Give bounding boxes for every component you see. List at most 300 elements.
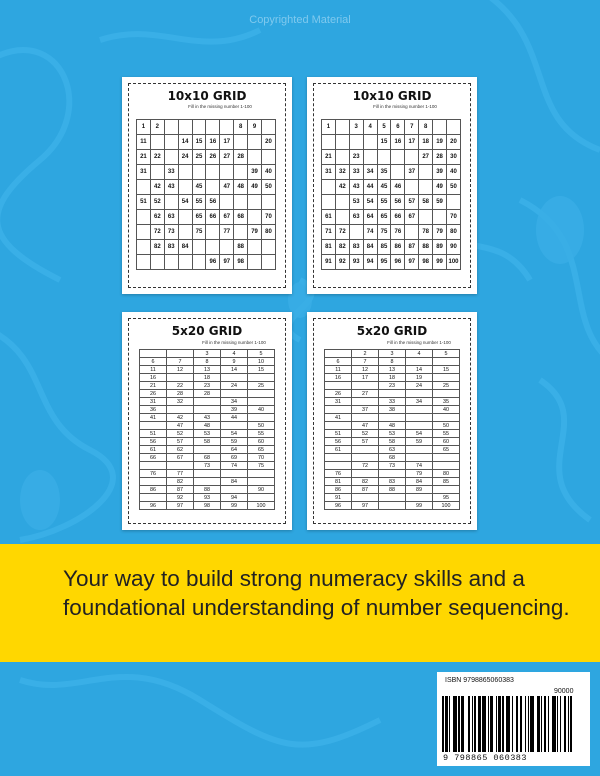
grid-cell: 65: [192, 210, 206, 225]
grid-row: [140, 494, 275, 502]
grid-cell: 31: [325, 398, 352, 406]
grid-cell: 76: [140, 470, 167, 478]
grid-cell: 62: [167, 446, 194, 454]
grid-row: [322, 240, 461, 255]
grid-cell: 75: [192, 225, 206, 240]
grid-cell: 79: [406, 470, 433, 478]
grid-cell: [178, 120, 192, 135]
grid-cell: [379, 470, 406, 478]
barcode-bar: [484, 696, 485, 752]
grid-cell: [352, 470, 379, 478]
grid-cell: [137, 180, 151, 195]
grid-cell: [192, 255, 206, 270]
grid-cell: [178, 225, 192, 240]
grid-cell: 81: [325, 478, 352, 486]
grid-cell: 50: [433, 422, 460, 430]
number-grid: [324, 349, 460, 510]
grid-row: [325, 350, 460, 358]
barcode-bar: [468, 696, 469, 752]
grid-row: [322, 150, 461, 165]
grid-cell: 99: [221, 502, 248, 510]
barcode-bar: [449, 696, 450, 752]
grid-cell: [262, 240, 276, 255]
card-title: 5x20 GRID: [356, 324, 428, 338]
grid-cell: 14: [221, 366, 248, 374]
grid-cell: 74: [221, 462, 248, 470]
grid-cell: [322, 180, 336, 195]
grid-cell: 99: [406, 502, 433, 510]
grid-cell: [433, 390, 460, 398]
grid-cell: [221, 422, 248, 430]
grid-cell: 2: [150, 120, 164, 135]
grid-cell: 52: [167, 430, 194, 438]
grid-cell: 27: [220, 150, 234, 165]
grid-cell: 65: [377, 210, 391, 225]
barcode-bar: [525, 696, 526, 752]
grid-cell: 56: [325, 438, 352, 446]
grid-cell: 79: [248, 225, 262, 240]
grid-cell: [406, 494, 433, 502]
grid-cell: 16: [140, 374, 167, 382]
grid-cell: 58: [419, 195, 433, 210]
grid-cell: [140, 478, 167, 486]
barcode-bar: [485, 696, 486, 752]
card-title: 10x10 GRID: [352, 89, 432, 103]
barcode-bar: [472, 696, 473, 752]
grid-cell: 55: [377, 195, 391, 210]
barcode-bar: [488, 696, 489, 752]
grid-row: [140, 350, 275, 358]
grid-cell: [248, 195, 262, 210]
grid-cell: [140, 350, 167, 358]
grid-cell: [406, 358, 433, 366]
grid-cell: 88: [379, 486, 406, 494]
grid-cell: [220, 120, 234, 135]
grid-cell: 17: [405, 135, 419, 150]
grid-cell: [221, 390, 248, 398]
grid-cell: 73: [164, 225, 178, 240]
grid-row: [322, 255, 461, 270]
grid-cell: 87: [352, 486, 379, 494]
grid-cell: 39: [433, 165, 447, 180]
grid-cell: [406, 454, 433, 462]
grid-cell: 63: [349, 210, 363, 225]
grid-cell: 70: [248, 454, 275, 462]
grid-card-5x20-right: [307, 312, 477, 530]
grid-cell: 20: [262, 135, 276, 150]
grid-cell: 55: [248, 430, 275, 438]
grid-cell: [220, 195, 234, 210]
grid-cell: [221, 486, 248, 494]
grid-row: [137, 210, 276, 225]
grid-cell: [178, 180, 192, 195]
grid-cell: 68: [379, 454, 406, 462]
grid-cell: [325, 350, 352, 358]
grid-cell: 54: [178, 195, 192, 210]
barcode-bar: [502, 696, 504, 752]
grid-row: [140, 486, 275, 494]
grid-cell: [335, 120, 349, 135]
grid-cell: 97: [220, 255, 234, 270]
grid-cell: 57: [405, 195, 419, 210]
grid-cell: 100: [248, 502, 275, 510]
grid-cell: 65: [433, 446, 460, 454]
grid-row: [140, 478, 275, 486]
grid-cell: 1: [137, 120, 151, 135]
grid-cell: 8: [234, 120, 248, 135]
grid-cell: 73: [194, 462, 221, 470]
grid-cell: 18: [419, 135, 433, 150]
grid-cell: [406, 390, 433, 398]
barcode-bar: [516, 696, 517, 752]
grid-row: [325, 494, 460, 502]
grid-cell: [379, 494, 406, 502]
grid-cell: [352, 398, 379, 406]
grid-cell: 40: [433, 406, 460, 414]
grid-cell: [335, 195, 349, 210]
grid-cell: 51: [325, 430, 352, 438]
grid-cell: 34: [221, 398, 248, 406]
barcode-bar: [560, 696, 561, 752]
grid-cell: [137, 210, 151, 225]
grid-cell: [406, 414, 433, 422]
barcode-bar: [496, 696, 497, 752]
grid-cell: [192, 165, 206, 180]
grid-cell: 40: [262, 165, 276, 180]
grid-cell: [405, 225, 419, 240]
grid-cell: [248, 470, 275, 478]
grid-cell: 4: [406, 350, 433, 358]
grid-cell: 96: [391, 255, 405, 270]
grid-cell: 40: [248, 406, 275, 414]
grid-cell: [206, 120, 220, 135]
grid-cell: [391, 165, 405, 180]
card-subtitle: Fill in the missing number 1-100: [202, 340, 266, 345]
grid-cell: [335, 150, 349, 165]
grid-cell: [206, 225, 220, 240]
grid-cell: [349, 135, 363, 150]
grid-cell: 44: [221, 414, 248, 422]
grid-cell: [194, 406, 221, 414]
grid-cell: [221, 470, 248, 478]
grid-cell: 31: [137, 165, 151, 180]
grid-cell: 19: [433, 135, 447, 150]
grid-cell: 44: [363, 180, 377, 195]
grid-cell: [352, 494, 379, 502]
grid-cell: 84: [221, 478, 248, 486]
grid-cell: [262, 120, 276, 135]
grid-cell: 23: [194, 382, 221, 390]
grid-cell: 9: [248, 120, 262, 135]
grid-row: [140, 366, 275, 374]
grid-cell: [192, 120, 206, 135]
grid-cell: 38: [379, 406, 406, 414]
grid-cell: 54: [406, 430, 433, 438]
grid-cell: 85: [377, 240, 391, 255]
grid-cell: [206, 240, 220, 255]
grid-cell: 28: [433, 150, 447, 165]
grid-cell: [433, 414, 460, 422]
grid-cell: 28: [167, 390, 194, 398]
grid-cell: 5: [248, 350, 275, 358]
grid-cell: 64: [221, 446, 248, 454]
grid-cell: 62: [150, 210, 164, 225]
grid-cell: 5: [377, 120, 391, 135]
grid-cell: 6: [391, 120, 405, 135]
grid-cell: [234, 195, 248, 210]
grid-cell: 52: [150, 195, 164, 210]
grid-cell: 99: [433, 255, 447, 270]
grid-cell: 67: [405, 210, 419, 225]
barcode-bar: [500, 696, 501, 752]
grid-cell: [248, 414, 275, 422]
grid-row: [140, 502, 275, 510]
grid-cell: [150, 165, 164, 180]
grid-row: [140, 462, 275, 470]
grid-cell: [220, 240, 234, 255]
grid-cell: [178, 255, 192, 270]
grid-cell: 96: [325, 502, 352, 510]
grid-cell: 14: [406, 366, 433, 374]
grid-cell: 8: [379, 358, 406, 366]
grid-cell: 94: [363, 255, 377, 270]
grid-row: [325, 446, 460, 454]
grid-cell: [248, 478, 275, 486]
grid-row: [325, 398, 460, 406]
grid-cell: 48: [234, 180, 248, 195]
grid-row: [137, 240, 276, 255]
grid-row: [140, 358, 275, 366]
grid-cell: 24: [406, 382, 433, 390]
grid-cell: 66: [391, 210, 405, 225]
grid-cell: [406, 406, 433, 414]
grid-cell: [194, 478, 221, 486]
grid-cell: [379, 390, 406, 398]
grid-cell: 98: [419, 255, 433, 270]
grid-cell: 43: [194, 414, 221, 422]
grid-cell: 47: [167, 422, 194, 430]
grid-cell: 98: [234, 255, 248, 270]
grid-cell: [325, 454, 352, 462]
grid-cell: 83: [164, 240, 178, 255]
barcode-bar: [545, 696, 546, 752]
grid-cell: 21: [137, 150, 151, 165]
grid-cell: 88: [234, 240, 248, 255]
barcode-bar: [548, 696, 549, 752]
grid-cell: 60: [433, 438, 460, 446]
grid-row: [325, 374, 460, 382]
grid-cell: [391, 150, 405, 165]
grid-cell: 26: [140, 390, 167, 398]
grid-row: [325, 502, 460, 510]
grid-cell: [379, 414, 406, 422]
barcode: [437, 672, 590, 766]
grid-cell: 41: [325, 414, 352, 422]
grid-cell: 70: [447, 210, 461, 225]
grid-cell: 33: [164, 165, 178, 180]
grid-cell: 25: [248, 382, 275, 390]
grid-cell: 33: [349, 165, 363, 180]
barcode-bar: [533, 696, 534, 752]
yellow-banner: [0, 544, 600, 662]
grid-cell: [433, 210, 447, 225]
grid-cell: 89: [433, 240, 447, 255]
grid-cell: 71: [322, 225, 336, 240]
grid-cell: 16: [206, 135, 220, 150]
grid-cell: 7: [352, 358, 379, 366]
grid-cell: 23: [349, 150, 363, 165]
barcode-bar: [520, 696, 521, 752]
grid-cell: 82: [150, 240, 164, 255]
grid-cell: [167, 462, 194, 470]
grid-cell: 34: [406, 398, 433, 406]
grid-cell: [406, 446, 433, 454]
barcode-bar: [557, 696, 558, 752]
grid-cell: 21: [322, 150, 336, 165]
barcode-bar: [564, 696, 565, 752]
grid-cell: [164, 120, 178, 135]
grid-cell: 15: [248, 366, 275, 374]
grid-cell: 36: [140, 406, 167, 414]
grid-cell: [167, 406, 194, 414]
grid-row: [322, 225, 461, 240]
grid-cell: 37: [405, 165, 419, 180]
grid-cell: [248, 135, 262, 150]
card-subtitle: Fill in the missing number 1-100: [188, 104, 252, 109]
barcode-bar: [442, 696, 444, 752]
grid-cell: [234, 225, 248, 240]
grid-cell: 24: [178, 150, 192, 165]
grid-cell: 49: [248, 180, 262, 195]
grid-cell: 82: [352, 478, 379, 486]
grid-row: [140, 430, 275, 438]
grid-row: [322, 210, 461, 225]
grid-cell: 53: [194, 430, 221, 438]
grid-row: [325, 454, 460, 462]
grid-cell: 3: [349, 120, 363, 135]
grid-cell: [137, 225, 151, 240]
grid-cell: [433, 462, 460, 470]
grid-row: [325, 486, 460, 494]
grid-cell: [363, 135, 377, 150]
grid-cell: 23: [379, 382, 406, 390]
grid-cell: [433, 358, 460, 366]
grid-cell: 64: [363, 210, 377, 225]
barcode-digits: 9 798865 060383: [443, 753, 528, 763]
grid-cell: 28: [234, 150, 248, 165]
grid-cell: 85: [433, 478, 460, 486]
grid-cell: [433, 374, 460, 382]
grid-cell: 86: [325, 486, 352, 494]
grid-cell: 12: [167, 366, 194, 374]
grid-cell: 76: [391, 225, 405, 240]
grid-cell: [234, 135, 248, 150]
grid-cell: 14: [178, 135, 192, 150]
grid-cell: [419, 210, 433, 225]
grid-cell: 93: [194, 494, 221, 502]
barcode-bar: [552, 696, 553, 752]
grid-cell: 61: [322, 210, 336, 225]
grid-cell: 54: [221, 430, 248, 438]
grid-row: [137, 150, 276, 165]
grid-cell: 6: [325, 358, 352, 366]
grid-row: [325, 438, 460, 446]
barcode-bar: [498, 696, 500, 752]
grid-cell: 4: [363, 120, 377, 135]
grid-cell: 88: [194, 486, 221, 494]
grid-cell: 77: [220, 225, 234, 240]
grid-cell: 40: [447, 165, 461, 180]
grid-cell: [325, 406, 352, 414]
grid-cell: [221, 374, 248, 382]
grid-cell: 68: [234, 210, 248, 225]
grid-cell: [150, 135, 164, 150]
grid-cell: 75: [248, 462, 275, 470]
grid-cell: 82: [335, 240, 349, 255]
grid-cell: 59: [433, 195, 447, 210]
grid-cell: 67: [167, 454, 194, 462]
barcode-bar: [461, 696, 462, 752]
grid-cell: [248, 390, 275, 398]
grid-cell: 32: [335, 165, 349, 180]
grid-cell: 25: [192, 150, 206, 165]
grid-cell: 57: [167, 438, 194, 446]
grid-cell: 94: [221, 494, 248, 502]
barcode-bar: [521, 696, 522, 752]
grid-cell: 86: [140, 486, 167, 494]
grid-cell: 58: [194, 438, 221, 446]
grid-cell: [178, 210, 192, 225]
grid-cell: 61: [140, 446, 167, 454]
grid-row: [325, 430, 460, 438]
grid-cell: 45: [192, 180, 206, 195]
grid-cell: [248, 210, 262, 225]
grid-cell: 83: [349, 240, 363, 255]
grid-cell: 84: [363, 240, 377, 255]
grid-cell: [447, 120, 461, 135]
grid-cell: [220, 165, 234, 180]
grid-cell: 52: [352, 430, 379, 438]
grid-cell: 24: [221, 382, 248, 390]
grid-row: [322, 120, 461, 135]
grid-cell: 93: [349, 255, 363, 270]
grid-cell: 98: [194, 502, 221, 510]
grid-cell: 80: [262, 225, 276, 240]
grid-cell: 39: [221, 406, 248, 414]
grid-cell: 13: [194, 366, 221, 374]
grid-cell: 31: [322, 165, 336, 180]
grid-cell: 21: [140, 382, 167, 390]
grid-row: [325, 462, 460, 470]
grid-cell: 13: [379, 366, 406, 374]
grid-cell: [377, 150, 391, 165]
grid-cell: 65: [248, 446, 275, 454]
grid-cell: 72: [335, 225, 349, 240]
barcode-bar: [474, 696, 476, 752]
grid-cell: 18: [194, 374, 221, 382]
grid-cell: [325, 382, 352, 390]
grid-cell: 66: [140, 454, 167, 462]
grid-cell: 3: [194, 350, 221, 358]
grid-cell: 50: [262, 180, 276, 195]
number-grid: [139, 349, 275, 510]
grid-cell: 17: [352, 374, 379, 382]
grid-cell: 90: [447, 240, 461, 255]
grid-cell: 46: [391, 180, 405, 195]
grid-cell: [352, 414, 379, 422]
copyright-header: Copyrighted Material: [249, 14, 351, 26]
barcode-bar: [490, 696, 492, 752]
